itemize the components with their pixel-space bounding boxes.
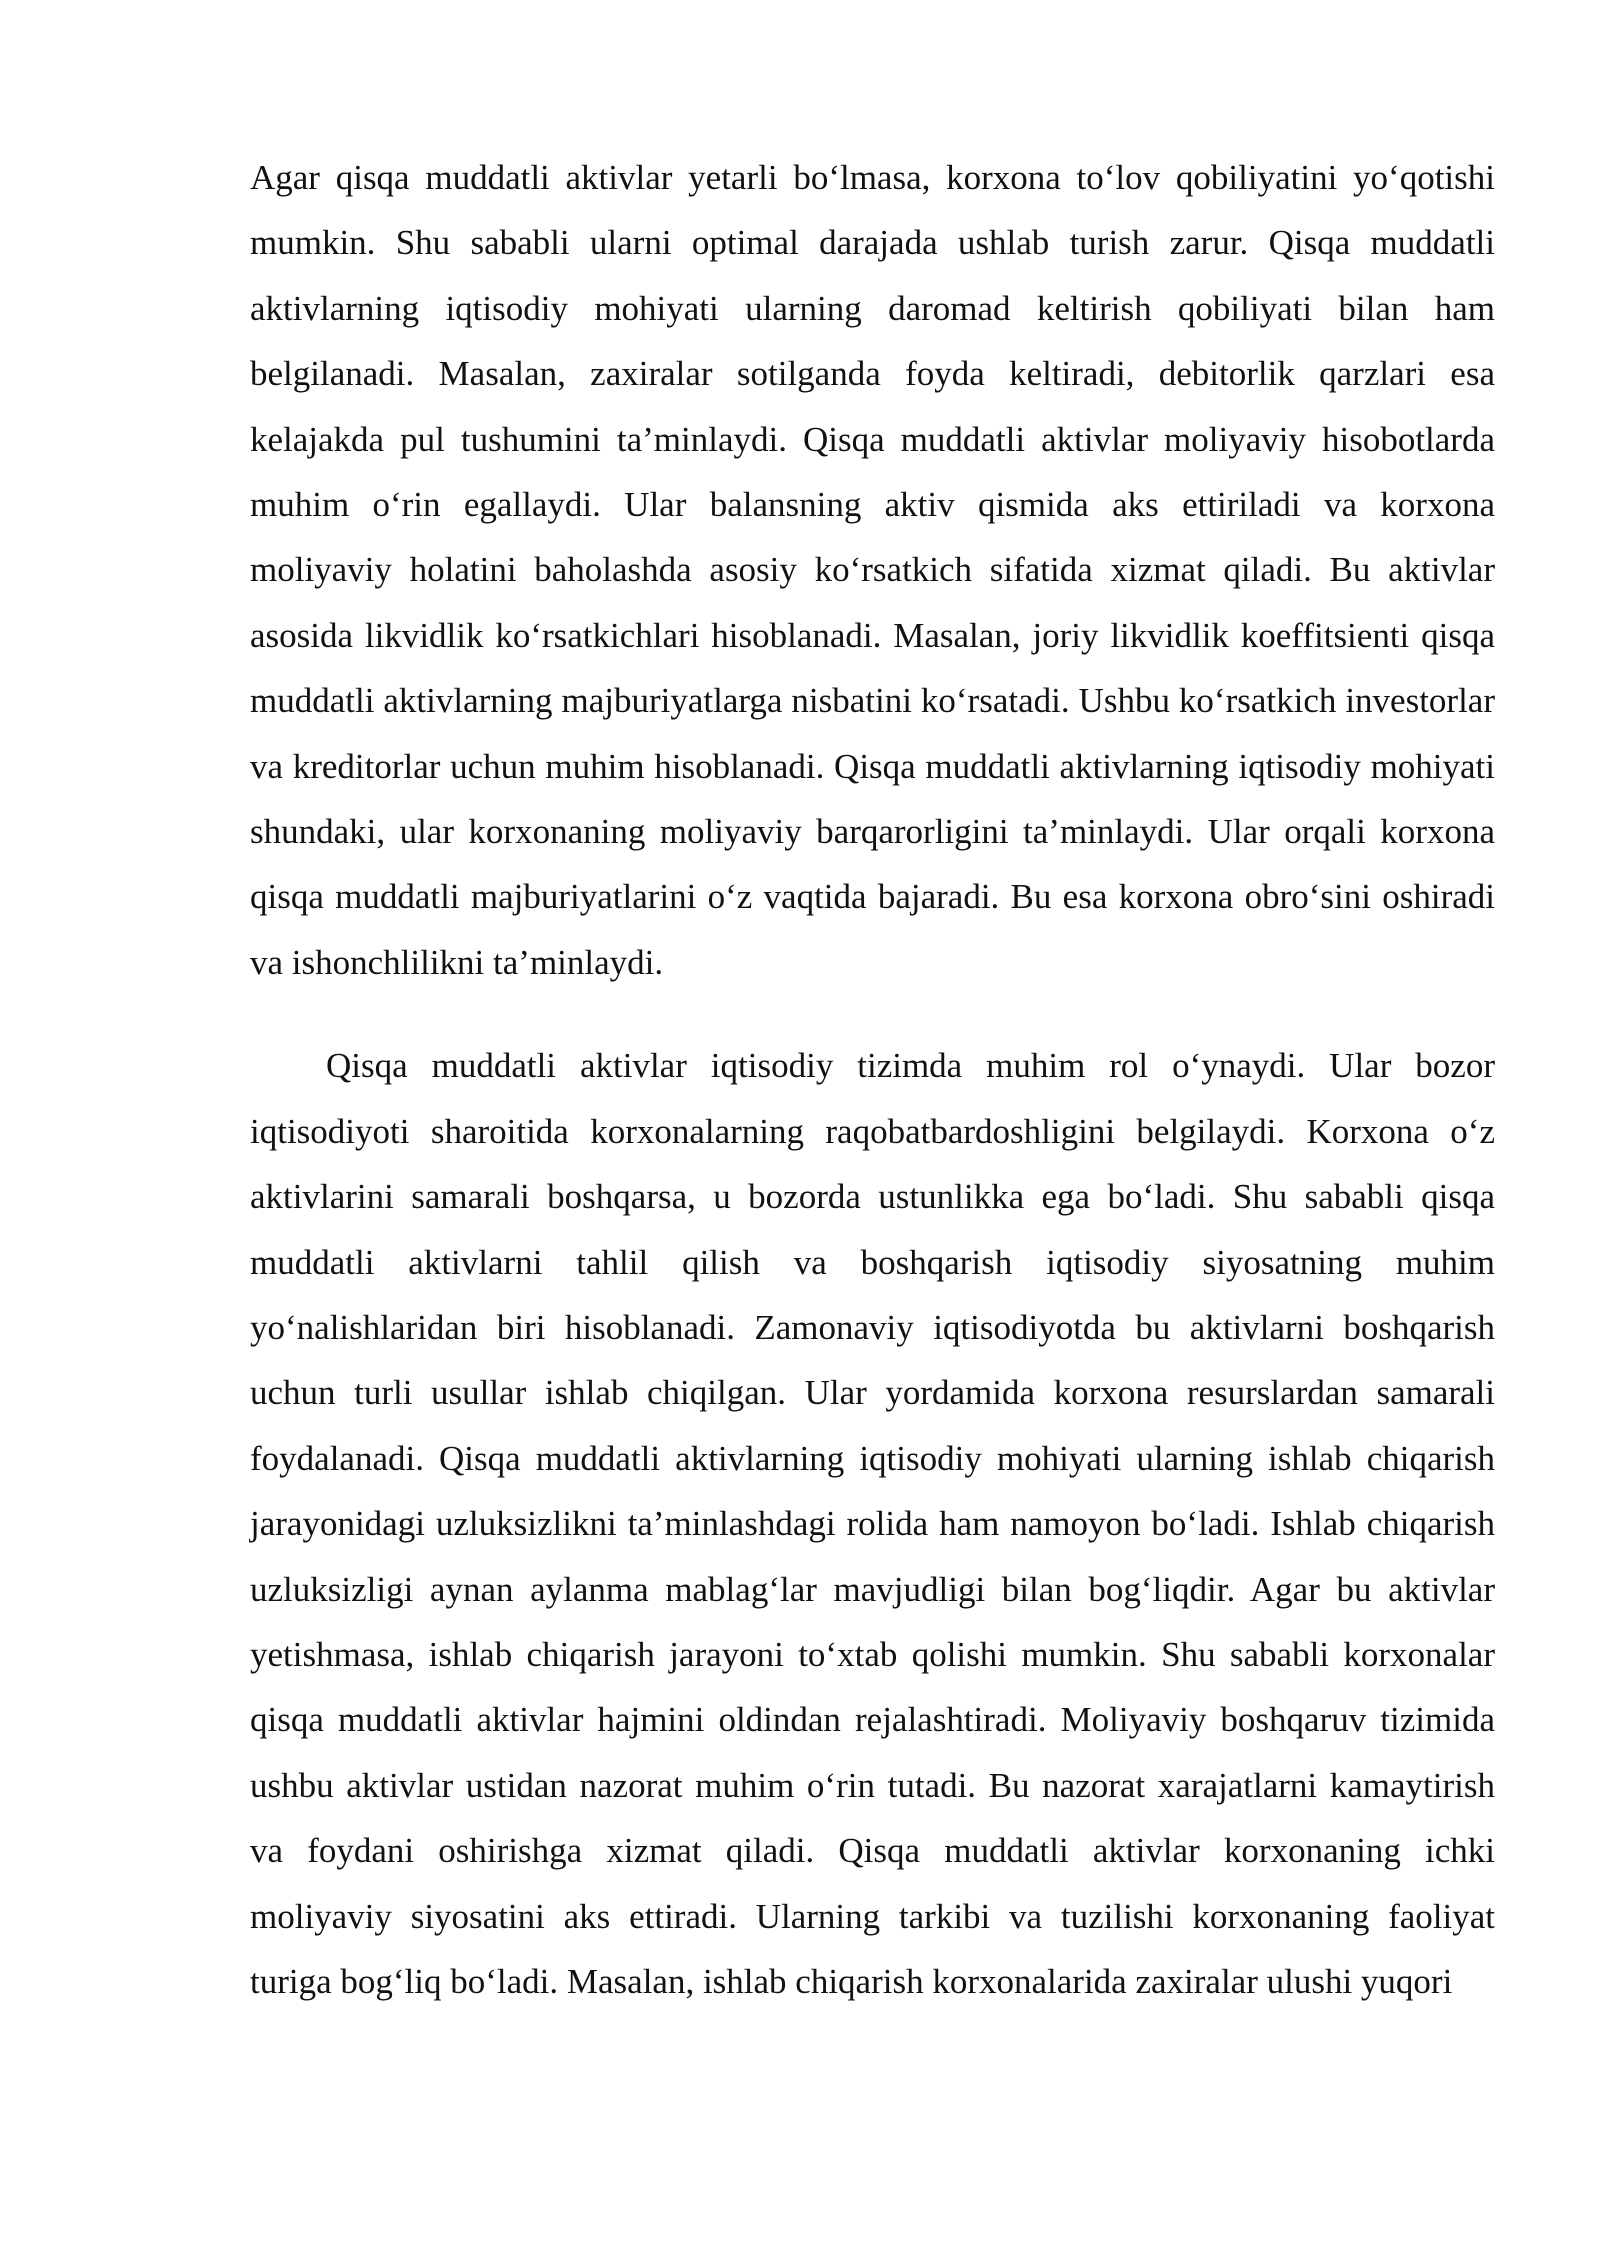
paragraph-2: Qisqa muddatli aktivlar iqtisodiy tizimda muhim rol o‘ynaydi. Ular bozor iqtisodiyoti sharoitida korxonalarning raqobatbardoshligini belgilaydi. Korxona o‘z aktivlarini samarali boshqarsa, u bozorda ustunlikka ega bo‘ladi. Shu sababli qisqa muddatli aktivlarni tahlil qilish va boshqarish iqtisodiy siyosatning muhim yo‘nalishlaridan biri hisoblanadi. Zamonaviy iqtisodiyotda bu aktivlarni boshqarish uchun turli usullar ishlab chiqilgan. Ular yordamida korxona resurslardan samarali foydalanadi. Qisqa muddatli aktivlarning iqtisodiy mohiyati ularning ishlab chiqarish jarayonidagi uzluksizlikni ta’minlashdagi rolida ham namoyon bo‘ladi. Ishlab chiqarish uzluksizligi aynan aylanma mablag‘lar mavjudligi bilan bog‘liqdir. Agar bu aktivlar yetishmasa, ishlab chiqarish jarayoni to‘xtab qolishi mumkin. Shu sababli korxonalar qisqa muddatli aktivlar hajmini oldindan rejalashtiradi. Moliyaviy boshqaruv tizimida ushbu aktivlar ustidan nazorat muhim o‘rin tutadi. Bu nazorat xarajatlarni kamaytirish va foydani oshirishga xizmat qiladi. Qisqa muddatli aktivlar korxonaning ichki moliyaviy siyosatini aks ettiradi. Ularning tarkibi va tuzilishi korxonaning faoliyat turiga bog‘liq bo‘ladi. Masalan, ishlab chiqarish korxonalarida zaxiralar ulushi yuqori: [250, 1046, 1495, 2001]
body-text: [250, 145, 1495, 2014]
paragraph-1: Agar qisqa muddatli aktivlar yetarli bo‘lmasa, korxona to‘lov qobiliyatini yo‘qotishi mumkin. Shu sababli ularni optimal darajada ushlab turish zarur. Qisqa muddatli aktivlarning iqtisodiy mohiyati ularning daromad keltirish qobiliyati bilan ham belgilanadi. Masalan, zaxiralar sotilganda foyda keltiradi, debitorlik qarzlari esa kelajakda pul tushumini ta’minlaydi. Qisqa muddatli aktivlar moliyaviy hisobotlarda muhim o‘rin egallaydi. Ular balansning aktiv qismida aks ettiriladi va korxona moliyaviy holatini baholashda asosiy ko‘rsatkich sifatida xizmat qiladi. Bu aktivlar asosida likvidlik ko‘rsatkichlari hisoblanadi. Masalan, joriy likvidlik koeffitsienti qisqa muddatli aktivlarning majburiyatlarga nisbatini ko‘rsatadi. Ushbu ko‘rsatkich investorlar va kreditorlar uchun muhim hisoblanadi. Qisqa muddatli aktivlarning iqtisodiy mohiyati shundaki, ular korxonaning moliyaviy barqarorligini ta’minlaydi. Ular orqali korxona qisqa muddatli majburiyatlarini o‘z vaqtida bajaradi. Bu esa korxona obro‘sini oshiradi va ishonchlilikni ta’minlaydi.: [250, 158, 1495, 982]
